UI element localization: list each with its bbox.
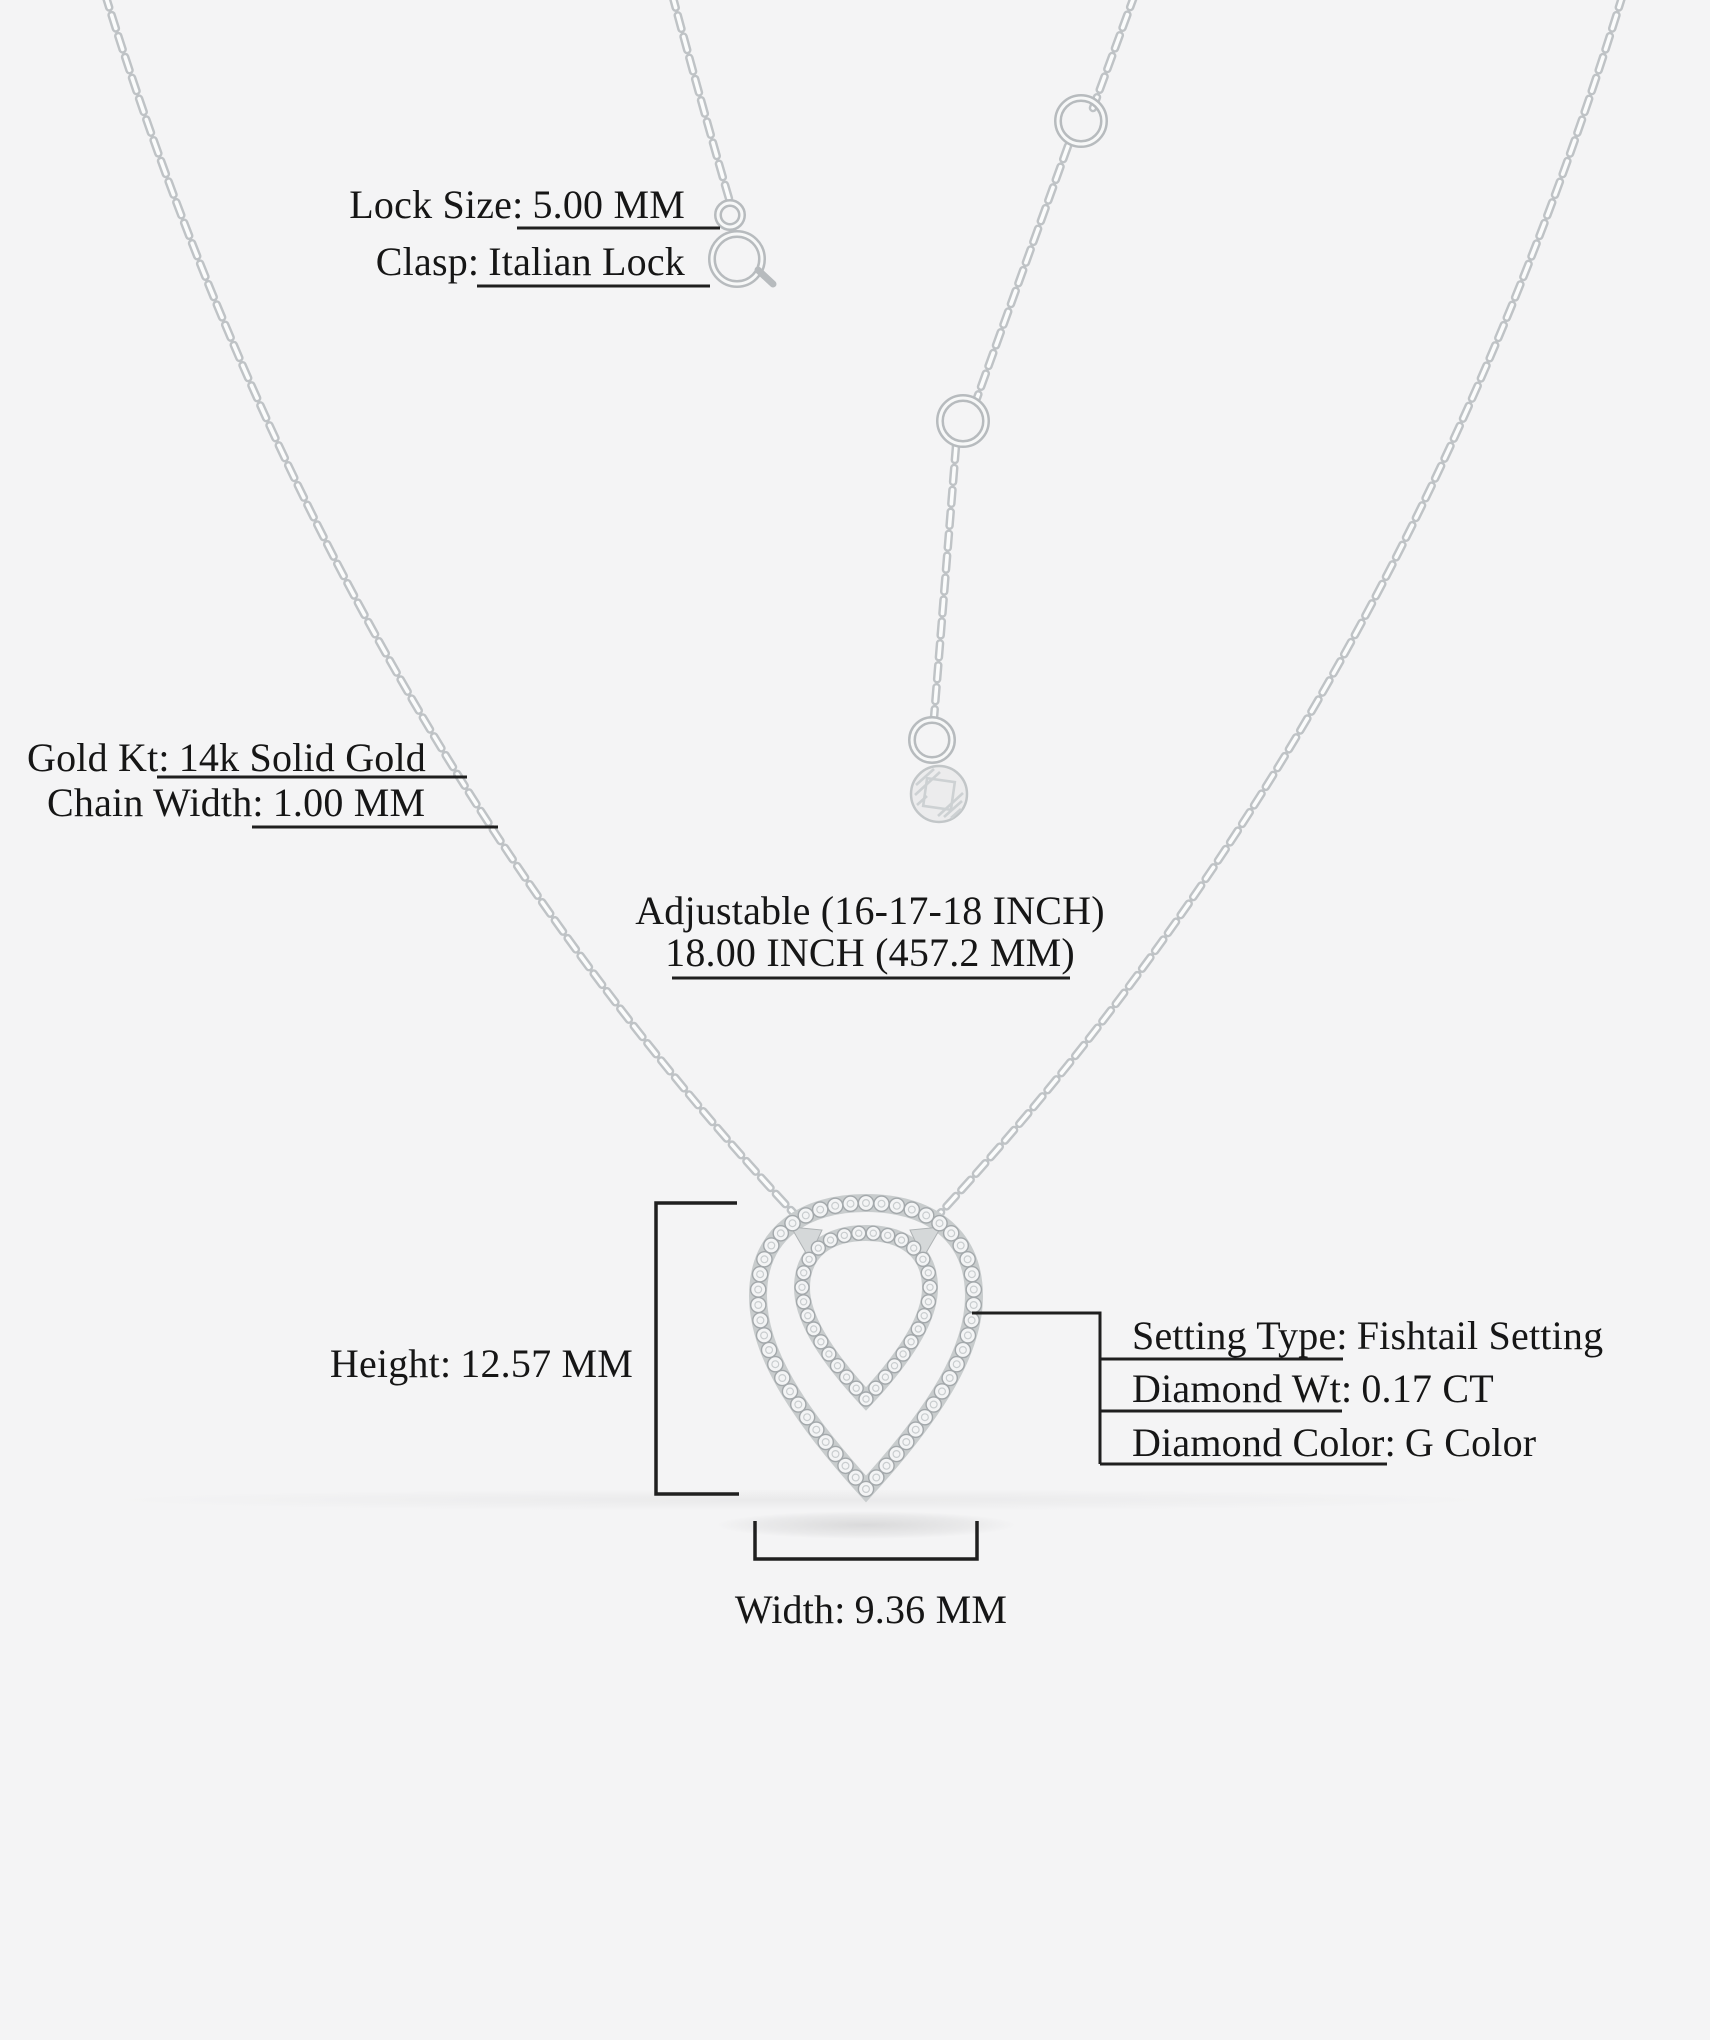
setting-leader-line (972, 1313, 1100, 1464)
width-annotation (670, 1589, 1072, 1631)
diamond-wt-label: Diamond Wt: (1132, 1366, 1353, 1411)
clasp-label: Clasp: (375, 239, 480, 284)
height-label: Height: (329, 1341, 452, 1386)
chain-width-label: Chain Width: (47, 780, 264, 825)
lock-size-label: Lock Size: (349, 182, 524, 227)
height-value: 12.57 MM (460, 1341, 633, 1386)
diamond-wt-value: 0.17 CT (1361, 1366, 1494, 1411)
diamond-color-value: G Color (1404, 1420, 1537, 1465)
gold-kt-value: 14k Solid Gold (178, 735, 426, 780)
clasp-lever (758, 270, 773, 284)
adjustable-length-line2: 18.00 INCH (457.2 MM) (665, 930, 1075, 975)
clasp-annotation (285, 241, 685, 283)
floor-shadows (100, 1489, 1500, 1539)
height-bracket (656, 1203, 739, 1494)
width-value: 9.36 MM (854, 1587, 1008, 1632)
chain-width-annotation (47, 782, 425, 824)
height-annotation (230, 1343, 633, 1385)
spring-ring-clasp-icon (712, 203, 773, 284)
setting-type-value: Fishtail Setting (1356, 1313, 1604, 1358)
clasp-value: Italian Lock (488, 239, 685, 284)
setting-type-annotation (1132, 1315, 1603, 1357)
gold-kt-label: Gold Kt: (27, 735, 170, 780)
lock-size-annotation (285, 184, 685, 226)
gold-kt-annotation (27, 737, 426, 779)
adjustable-length-line1: Adjustable (16-17-18 INCH) (635, 888, 1105, 933)
chain-width-value: 1.00 MM (272, 780, 426, 825)
pendant-outer-pear (758, 1203, 974, 1489)
diamond-color-annotation (1132, 1422, 1536, 1464)
diamond-color-label: Diamond Color: (1132, 1420, 1396, 1465)
pendant-inner-pear (802, 1233, 930, 1399)
lock-size-value: 5.00 MM (532, 182, 685, 227)
setting-type-label: Setting Type: (1132, 1313, 1348, 1358)
brand-disc-tag (911, 766, 967, 822)
chain-strand-right (932, 0, 1623, 1222)
width-label: Width: (734, 1587, 846, 1632)
pendant (751, 1195, 982, 1496)
diamond-wt-annotation (1132, 1368, 1494, 1410)
